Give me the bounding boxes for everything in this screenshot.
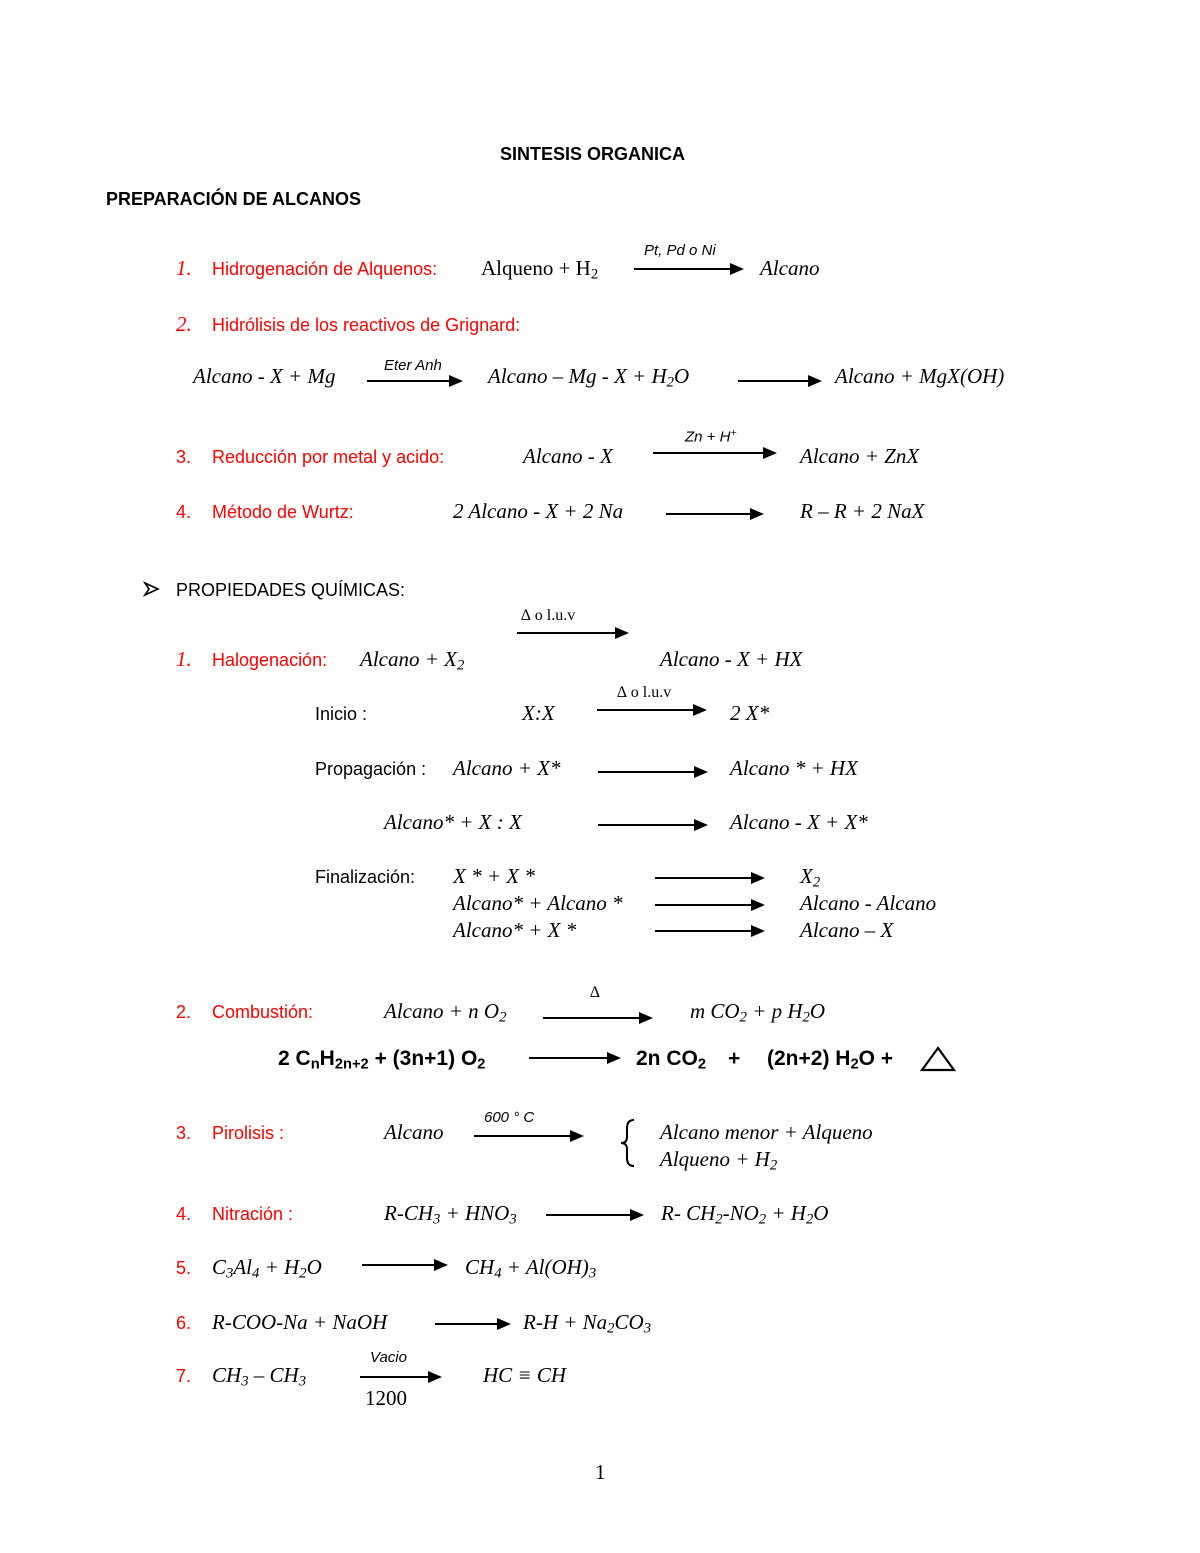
finalizacion-reactants-1: X * + X * [453, 864, 535, 888]
propagacion-reactants-2: Alcano* + X : X [384, 810, 522, 834]
prep-2-number: 2. [176, 312, 192, 336]
prep-2-reactants: Alcano - X + Mg [193, 364, 336, 388]
finalizacion-label: Finalización: [315, 867, 416, 887]
halogen-number: 1. [176, 647, 192, 671]
prep-4-product: R – R + 2 NaX [800, 499, 925, 523]
combustion-reactants: Alcano + n $O_2$ [384, 999, 507, 1026]
reaction-6-arrow [435, 1317, 511, 1331]
prep-2-condition: Eter Anh [384, 357, 442, 374]
propagacion-arrow-1 [598, 765, 708, 779]
combustion-general-reactants: 2 $C_nH_{2n+2} + (3n+1)$ $O_2$ [278, 1047, 486, 1073]
combustion-general-arrow [529, 1051, 621, 1065]
reaction-6-number: 6. [176, 1313, 192, 1333]
propagacion-reactants-1: Alcano + X* [453, 756, 561, 780]
section-heading: PREPARACIÓN DE ALCANOS [106, 189, 362, 209]
reaction-7-condition-bottom: 1200 [365, 1386, 407, 1410]
combustion-products: m $CO_2 + p$ $H_2O$ [690, 999, 826, 1026]
nitracion-arrow [546, 1208, 644, 1222]
prep-2-product: Alcano + MgX(OH) [835, 364, 1005, 388]
finalizacion-arrow-3 [655, 924, 765, 938]
props-heading: PROPIEDADES QUÍMICAS: [176, 580, 406, 600]
prep-1-number: 1. [176, 256, 192, 280]
propagacion-arrow-2 [598, 818, 708, 832]
combustion-arrow [543, 1011, 653, 1025]
halogen-products: Alcano - X + HX [660, 647, 803, 671]
pirolisis-label: Pirolisis : [212, 1123, 285, 1143]
prep-2-label: Hidrólisis de los reactivos de Grignard: [212, 315, 521, 335]
finalizacion-reactants-3: Alcano* + X * [453, 918, 577, 942]
pirolisis-number: 3. [176, 1123, 192, 1143]
prep-1-product: Alcano [760, 256, 820, 280]
pirolisis-arrow [474, 1129, 584, 1143]
prep-1-condition: Pt, Pd o Ni [644, 242, 716, 259]
finalizacion-arrow-1 [655, 871, 765, 885]
reaction-6-products: $R-H + Na_2CO_3$ [523, 1310, 652, 1337]
inicio-product: 2 X* [730, 701, 770, 725]
pirolisis-product-1: Alcano menor + Alqueno [660, 1120, 873, 1144]
reaction-7-product: HC ≡ CH [483, 1363, 567, 1387]
finalizacion-products-2: Alcano - Alcano [800, 891, 937, 915]
bullet-arrowhead-icon [143, 581, 159, 597]
prep-4-label: Método de Wurtz: [212, 502, 354, 522]
prep-3-reactant: Alcano - X [523, 444, 613, 468]
reaction-5-arrow [362, 1258, 448, 1272]
halogen-label: Halogenación: [212, 650, 328, 670]
reaction-7-number: 7. [176, 1366, 192, 1386]
page-title: SINTESIS ORGANICA [500, 144, 686, 164]
pirolisis-condition: 600 ° C [484, 1109, 535, 1126]
prep-3-number: 3. [176, 447, 192, 467]
prep-2-intermediate: Alcano – $Mg - X + H_2O$ [488, 364, 690, 391]
combustion-label: Combustión: [212, 1002, 314, 1022]
reaction-7-reactants: $CH_3 - CH_3$ [212, 1363, 307, 1390]
nitracion-number: 4. [176, 1204, 192, 1224]
propagacion-products-2: Alcano - X + X* [730, 810, 868, 834]
finalizacion-products-1: $X_2$ [800, 864, 821, 891]
prep-3-condition: Zn + H+ [685, 427, 737, 446]
prep-1-arrow [634, 262, 744, 276]
propagacion-label: Propagación : [315, 759, 427, 779]
finalizacion-arrow-2 [655, 898, 765, 912]
inicio-arrow [597, 703, 707, 717]
prep-4-number: 4. [176, 502, 192, 522]
pirolisis-reactant: Alcano [384, 1120, 444, 1144]
prep-2-arrow-2 [738, 374, 822, 388]
finalizacion-reactants-2: Alcano* + Alcano * [453, 891, 623, 915]
pirolisis-product-2: Alqueno + $H_2$ [660, 1147, 778, 1174]
reaction-5-products: $CH_4 + Al(OH)_3$ [465, 1255, 597, 1282]
combustion-general-co2: 2n $CO_2$ [636, 1047, 707, 1073]
combustion-general-water: (2n+2) $H_2O$ + [767, 1047, 894, 1073]
nitracion-products: R- $CH_2-NO_2 + H_2O$ [661, 1201, 829, 1228]
combustion-general-plus: + [728, 1047, 741, 1070]
nitracion-reactants: $R-CH_3 + HNO_3$ [384, 1201, 517, 1228]
inicio-label: Inicio : [315, 704, 368, 724]
inicio-condition: ∆ o l.u.v [617, 684, 672, 701]
prep-2-arrow-1 [367, 374, 463, 388]
halogen-condition: ∆ o l.u.v [521, 607, 576, 624]
prep-3-arrow [653, 446, 777, 460]
pirolisis-brace-icon [618, 1118, 640, 1168]
prep-1-reactants: Alqueno + $H_2$ [481, 256, 599, 283]
reaction-7-arrow [360, 1370, 442, 1384]
halogen-arrow [517, 626, 629, 640]
prep-1-label: Hidrogenación de Alquenos: [212, 259, 438, 279]
prep-4-arrow [666, 507, 764, 521]
combustion-number: 2. [176, 1002, 192, 1022]
halogen-reactants: Alcano + $X_2$ [360, 647, 465, 674]
nitracion-label: Nitración : [212, 1204, 294, 1224]
page-number: 1 [595, 1460, 606, 1484]
finalizacion-products-3: Alcano – X [800, 918, 894, 942]
reaction-5-reactants: $C_3Al_4 + H_2O$ [212, 1255, 322, 1282]
combustion-condition: ∆ [590, 984, 600, 1001]
prep-4-reactants: 2 Alcano - X + 2 Na [453, 499, 624, 523]
reaction-7-condition-top: Vacio [370, 1349, 407, 1366]
heat-triangle-icon [920, 1046, 956, 1072]
prep-3-label: Reducción por metal y acido: [212, 447, 445, 467]
reaction-5-number: 5. [176, 1258, 192, 1278]
inicio-reactant: X:X [522, 701, 555, 725]
prep-3-product: Alcano + ZnX [800, 444, 920, 468]
propagacion-products-1: Alcano * + HX [730, 756, 858, 780]
reaction-6-reactants: R-COO-Na + NaOH [212, 1310, 388, 1334]
